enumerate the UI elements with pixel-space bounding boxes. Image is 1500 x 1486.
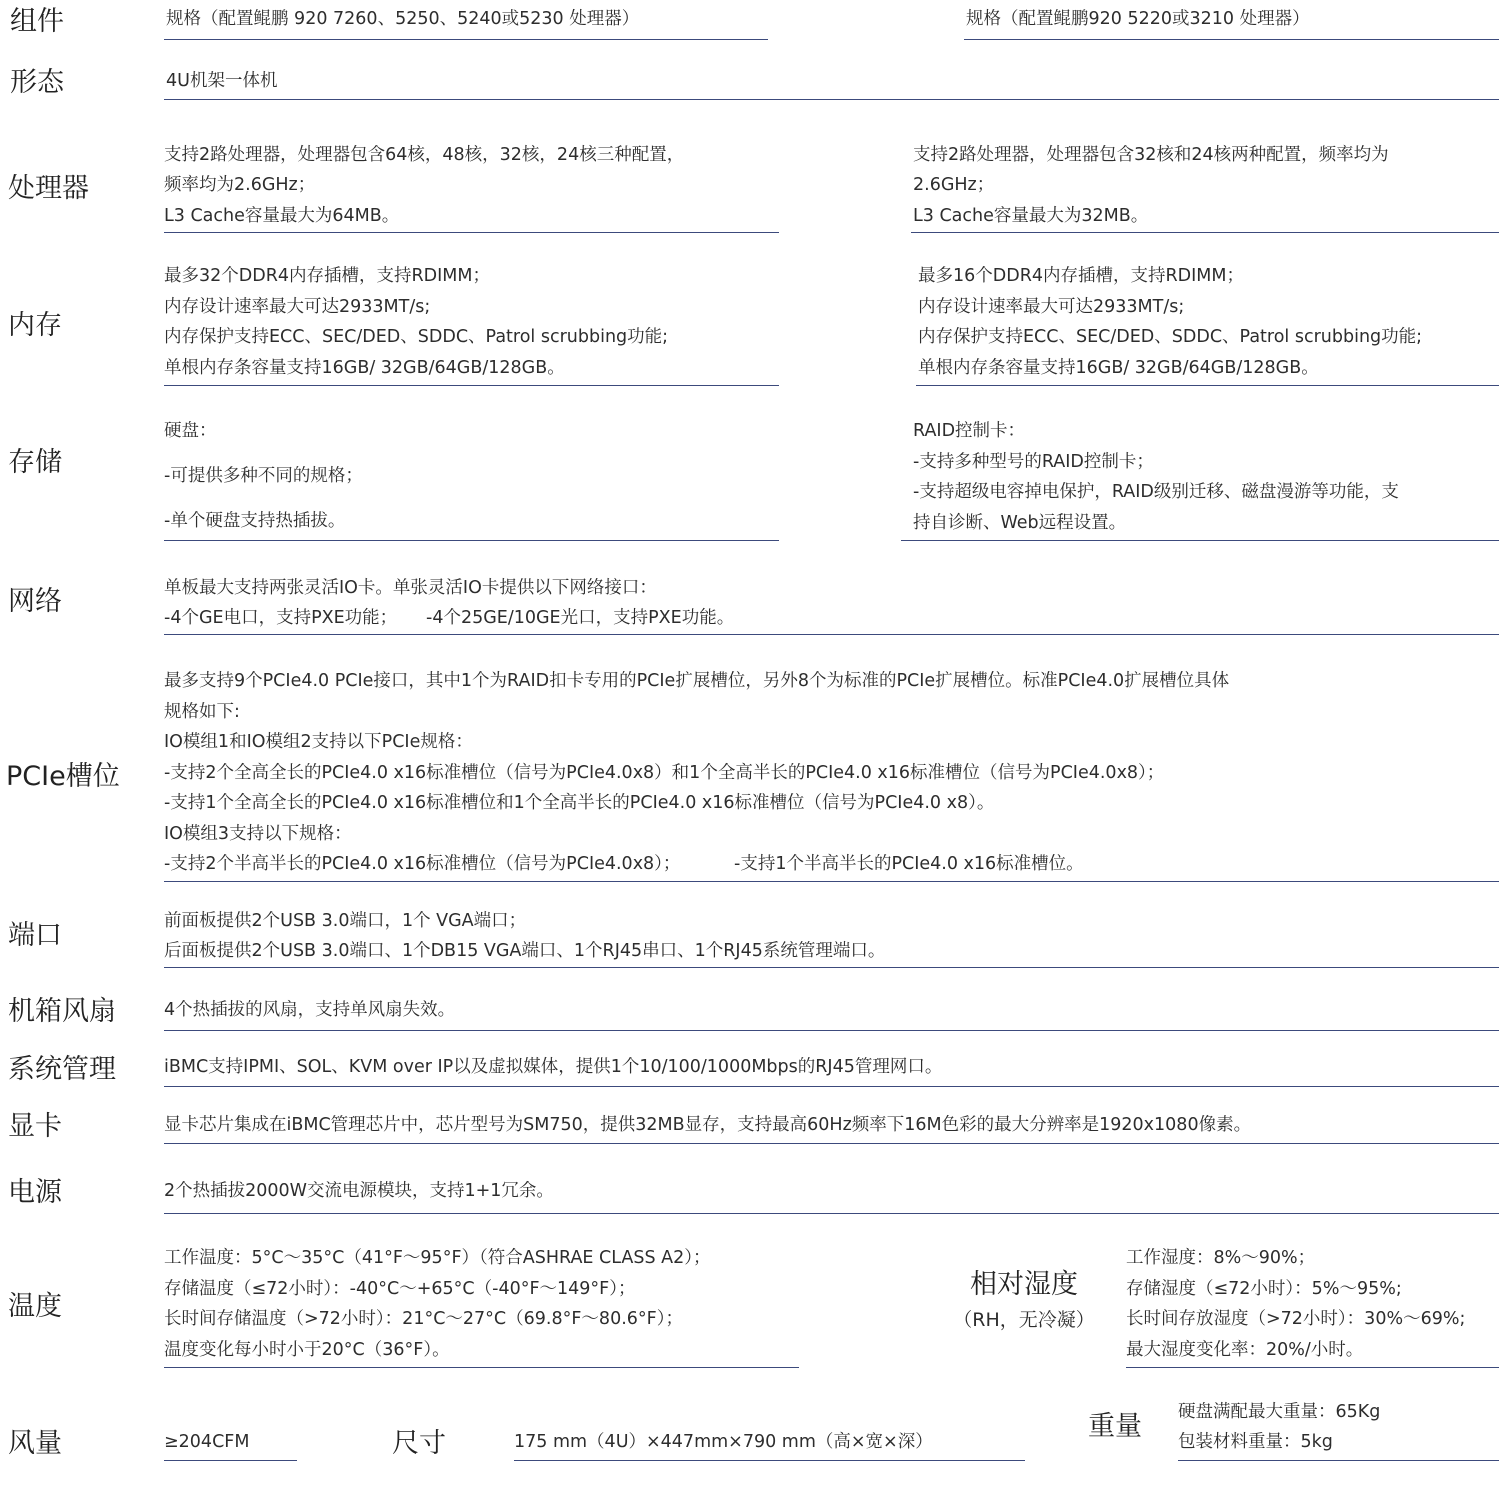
size-rule (514, 1460, 1025, 1461)
gpu-rule (164, 1143, 1499, 1144)
header-label: 组件 (10, 6, 64, 37)
storage-left-line-1: 硬盘： (164, 421, 217, 441)
storage-right-line-2: -支持多种型号的RAID控制卡； (913, 452, 1154, 472)
pcie-line-6: IO模组3支持以下规格： (164, 824, 352, 844)
humidity-sublabel: （RH，无冷凝） (953, 1309, 1095, 1331)
fan-text: 4个热插拔的风扇，支持单风扇失效。 (164, 1000, 456, 1020)
storage-label: 存储 (8, 447, 62, 478)
temp-line-3: 长时间存储温度（>72小时）：21°C～27°C（69.8°F～80.6°F）； (164, 1309, 683, 1329)
mgmt-label: 系统管理 (8, 1054, 116, 1085)
pcie-label: PCIe槽位 (6, 761, 120, 792)
storage-right-rule (901, 540, 1499, 541)
temp-line-1: 工作温度：5°C～35°C（41°F～95°F）（符合ASHRAE CLASS A2）； (164, 1248, 711, 1268)
airflow-rule (164, 1460, 297, 1461)
form-text: 4U机架一体机 (166, 71, 278, 91)
cpu-left-line-1: 支持2路处理器，处理器包含64核，48核，32核，24核三种配置， (164, 145, 685, 165)
weight-line-2: 包装材料重量：5kg (1178, 1432, 1333, 1452)
storage-right-line-3: -支持超级电容掉电保护，RAID级别迁移、磁盘漫游等功能，支 (913, 482, 1399, 502)
psu-rule (164, 1213, 1499, 1214)
pcie-line-2: 规格如下: (164, 702, 240, 722)
humidity-line-4: 最大湿度变化率：20%/小时。 (1126, 1340, 1364, 1360)
memory-right-rule (916, 385, 1499, 386)
header-col1-rule (164, 39, 768, 40)
humidity-line-3: 长时间存放湿度（>72小时）：30%～69%; (1126, 1309, 1466, 1329)
cpu-right-line-1: 支持2路处理器，处理器包含32核和24核两种配置，频率均为 (913, 145, 1389, 165)
network-line-2a: -4个GE电口，支持PXE功能； (164, 608, 398, 628)
header-col1: 规格（配置鲲鹏 920 7260、5250、5240或5230 处理器） (166, 9, 640, 29)
memory-right-line-3: 内存保护支持ECC、SEC/DED、SDDC、Patrol scrubbing功能; (918, 327, 1423, 347)
memory-label: 内存 (8, 310, 62, 341)
airflow-text: ≥204CFM (164, 1432, 250, 1452)
memory-left-line-2: 内存设计速率最大可达2933MT/s; (164, 297, 431, 317)
memory-left-line-1: 最多32个DDR4内存插槽，支持RDIMM； (164, 266, 491, 286)
ports-rule (164, 967, 1499, 968)
humidity-line-1: 工作湿度：8%～90%； (1126, 1248, 1316, 1268)
network-line-1: 单板最大支持两张灵活IO卡。单张灵活IO卡提供以下网络接口： (164, 578, 657, 598)
cpu-right-line-2: 2.6GHz； (913, 175, 995, 195)
ports-label: 端口 (8, 920, 62, 951)
pcie-line-4: -支持2个全高全长的PCIe4.0 x16标准槽位（信号为PCIe4.0x8）和1个全高半长的PCIe4.0 x16标准槽位（信号为PCIe4.0x8）； (164, 763, 1165, 783)
network-rule (164, 634, 1499, 635)
pcie-line-3: IO模组1和IO模组2支持以下PCIe规格： (164, 732, 473, 752)
cpu-label: 处理器 (8, 173, 89, 204)
pcie-line-7a: -支持2个半高半长的PCIe4.0 x16标准槽位（信号为PCIe4.0x8）； (164, 854, 681, 874)
psu-label: 电源 (8, 1177, 62, 1208)
memory-right-line-1: 最多16个DDR4内存插槽，支持RDIMM； (918, 266, 1245, 286)
cpu-left-line-3: L3 Cache容量最大为64MB。 (164, 206, 400, 226)
airflow-label: 风量 (8, 1428, 62, 1459)
header-col2-rule (964, 39, 1499, 40)
storage-right-line-4: 持自诊断、Web远程设置。 (913, 513, 1127, 533)
memory-left-line-3: 内存保护支持ECC、SEC/DED、SDDC、Patrol scrubbing功能; (164, 327, 669, 347)
storage-left-rule (164, 540, 779, 541)
form-rule (164, 99, 1499, 100)
pcie-rule (164, 881, 1499, 882)
storage-right-line-1: RAID控制卡： (913, 421, 1026, 441)
weight-rule (1178, 1460, 1499, 1461)
fan-label: 机箱风扇 (8, 996, 116, 1027)
gpu-text: 显卡芯片集成在iBMC管理芯片中，芯片型号为SM750，提供32MB显存，支持最高60Hz频率下16M色彩的最大分辨率是1920x1080像素。 (164, 1115, 1252, 1135)
network-line-2b: -4个25GE/10GE光口，支持PXE功能。 (426, 608, 735, 628)
humidity-rule (1126, 1367, 1499, 1368)
ports-line-2: 后面板提供2个USB 3.0端口、1个DB15 VGA端口、1个RJ45串口、1个RJ45系统管理端口。 (164, 941, 886, 961)
network-label: 网络 (8, 586, 62, 617)
mgmt-rule (164, 1086, 1499, 1087)
storage-left-line-3: -单个硬盘支持热插拔。 (164, 511, 346, 531)
cpu-left-line-2: 频率均为2.6GHz； (164, 175, 316, 195)
ports-line-1: 前面板提供2个USB 3.0端口，1个 VGA端口； (164, 911, 527, 931)
cpu-right-line-3: L3 Cache容量最大为32MB。 (913, 206, 1149, 226)
humidity-line-2: 存储湿度（≤72小时）：5%～95%; (1126, 1279, 1402, 1299)
storage-left-line-2: -可提供多种不同的规格； (164, 466, 363, 486)
cpu-left-rule (164, 232, 779, 233)
temp-line-2: 存储温度（≤72小时）：-40°C～+65°C（-40°F～149°F）； (164, 1279, 636, 1299)
memory-left-line-4: 单根内存条容量支持16GB/ 32GB/64GB/128GB。 (164, 358, 565, 378)
temp-rule (164, 1367, 799, 1368)
weight-label: 重量 (1088, 1411, 1142, 1442)
mgmt-text: iBMC支持IPMI、SOL、KVM over IP以及虚拟媒体，提供1个10/100/1000Mbps的RJ45管理网口。 (164, 1057, 943, 1077)
size-label: 尺寸 (392, 1428, 446, 1459)
humidity-label: 相对湿度 (970, 1269, 1078, 1300)
size-text: 175 mm（4U）×447mm×790 mm（高×宽×深） (514, 1432, 933, 1452)
form-label: 形态 (10, 67, 64, 98)
pcie-line-1: 最多支持9个PCIe4.0 PCIe接口，其中1个为RAID扣卡专用的PCIe扩展槽位，另外8个为标准的PCIe扩展槽位。标准PCIe4.0扩展槽位具体 (164, 671, 1230, 691)
memory-left-rule (164, 385, 779, 386)
temp-label: 温度 (8, 1291, 62, 1322)
temp-line-4: 温度变化每小时小于20°C（36°F）。 (164, 1340, 450, 1360)
header-col2: 规格（配置鲲鹏920 5220或3210 处理器） (966, 9, 1310, 29)
memory-right-line-2: 内存设计速率最大可达2933MT/s; (918, 297, 1185, 317)
fan-rule (164, 1030, 1499, 1031)
memory-right-line-4: 单根内存条容量支持16GB/ 32GB/64GB/128GB。 (918, 358, 1319, 378)
gpu-label: 显卡 (8, 1111, 62, 1142)
weight-line-1: 硬盘满配最大重量：65Kg (1178, 1402, 1381, 1422)
cpu-right-rule (911, 232, 1499, 233)
pcie-line-5: -支持1个全高全长的PCIe4.0 x16标准槽位和1个全高半长的PCIe4.0 x16标准槽位（信号为PCIe4.0 x8）。 (164, 793, 995, 813)
psu-text: 2个热插拔2000W交流电源模块，支持1+1冗余。 (164, 1181, 554, 1201)
pcie-line-7b: -支持1个半高半长的PCIe4.0 x16标准槽位。 (734, 854, 1084, 874)
